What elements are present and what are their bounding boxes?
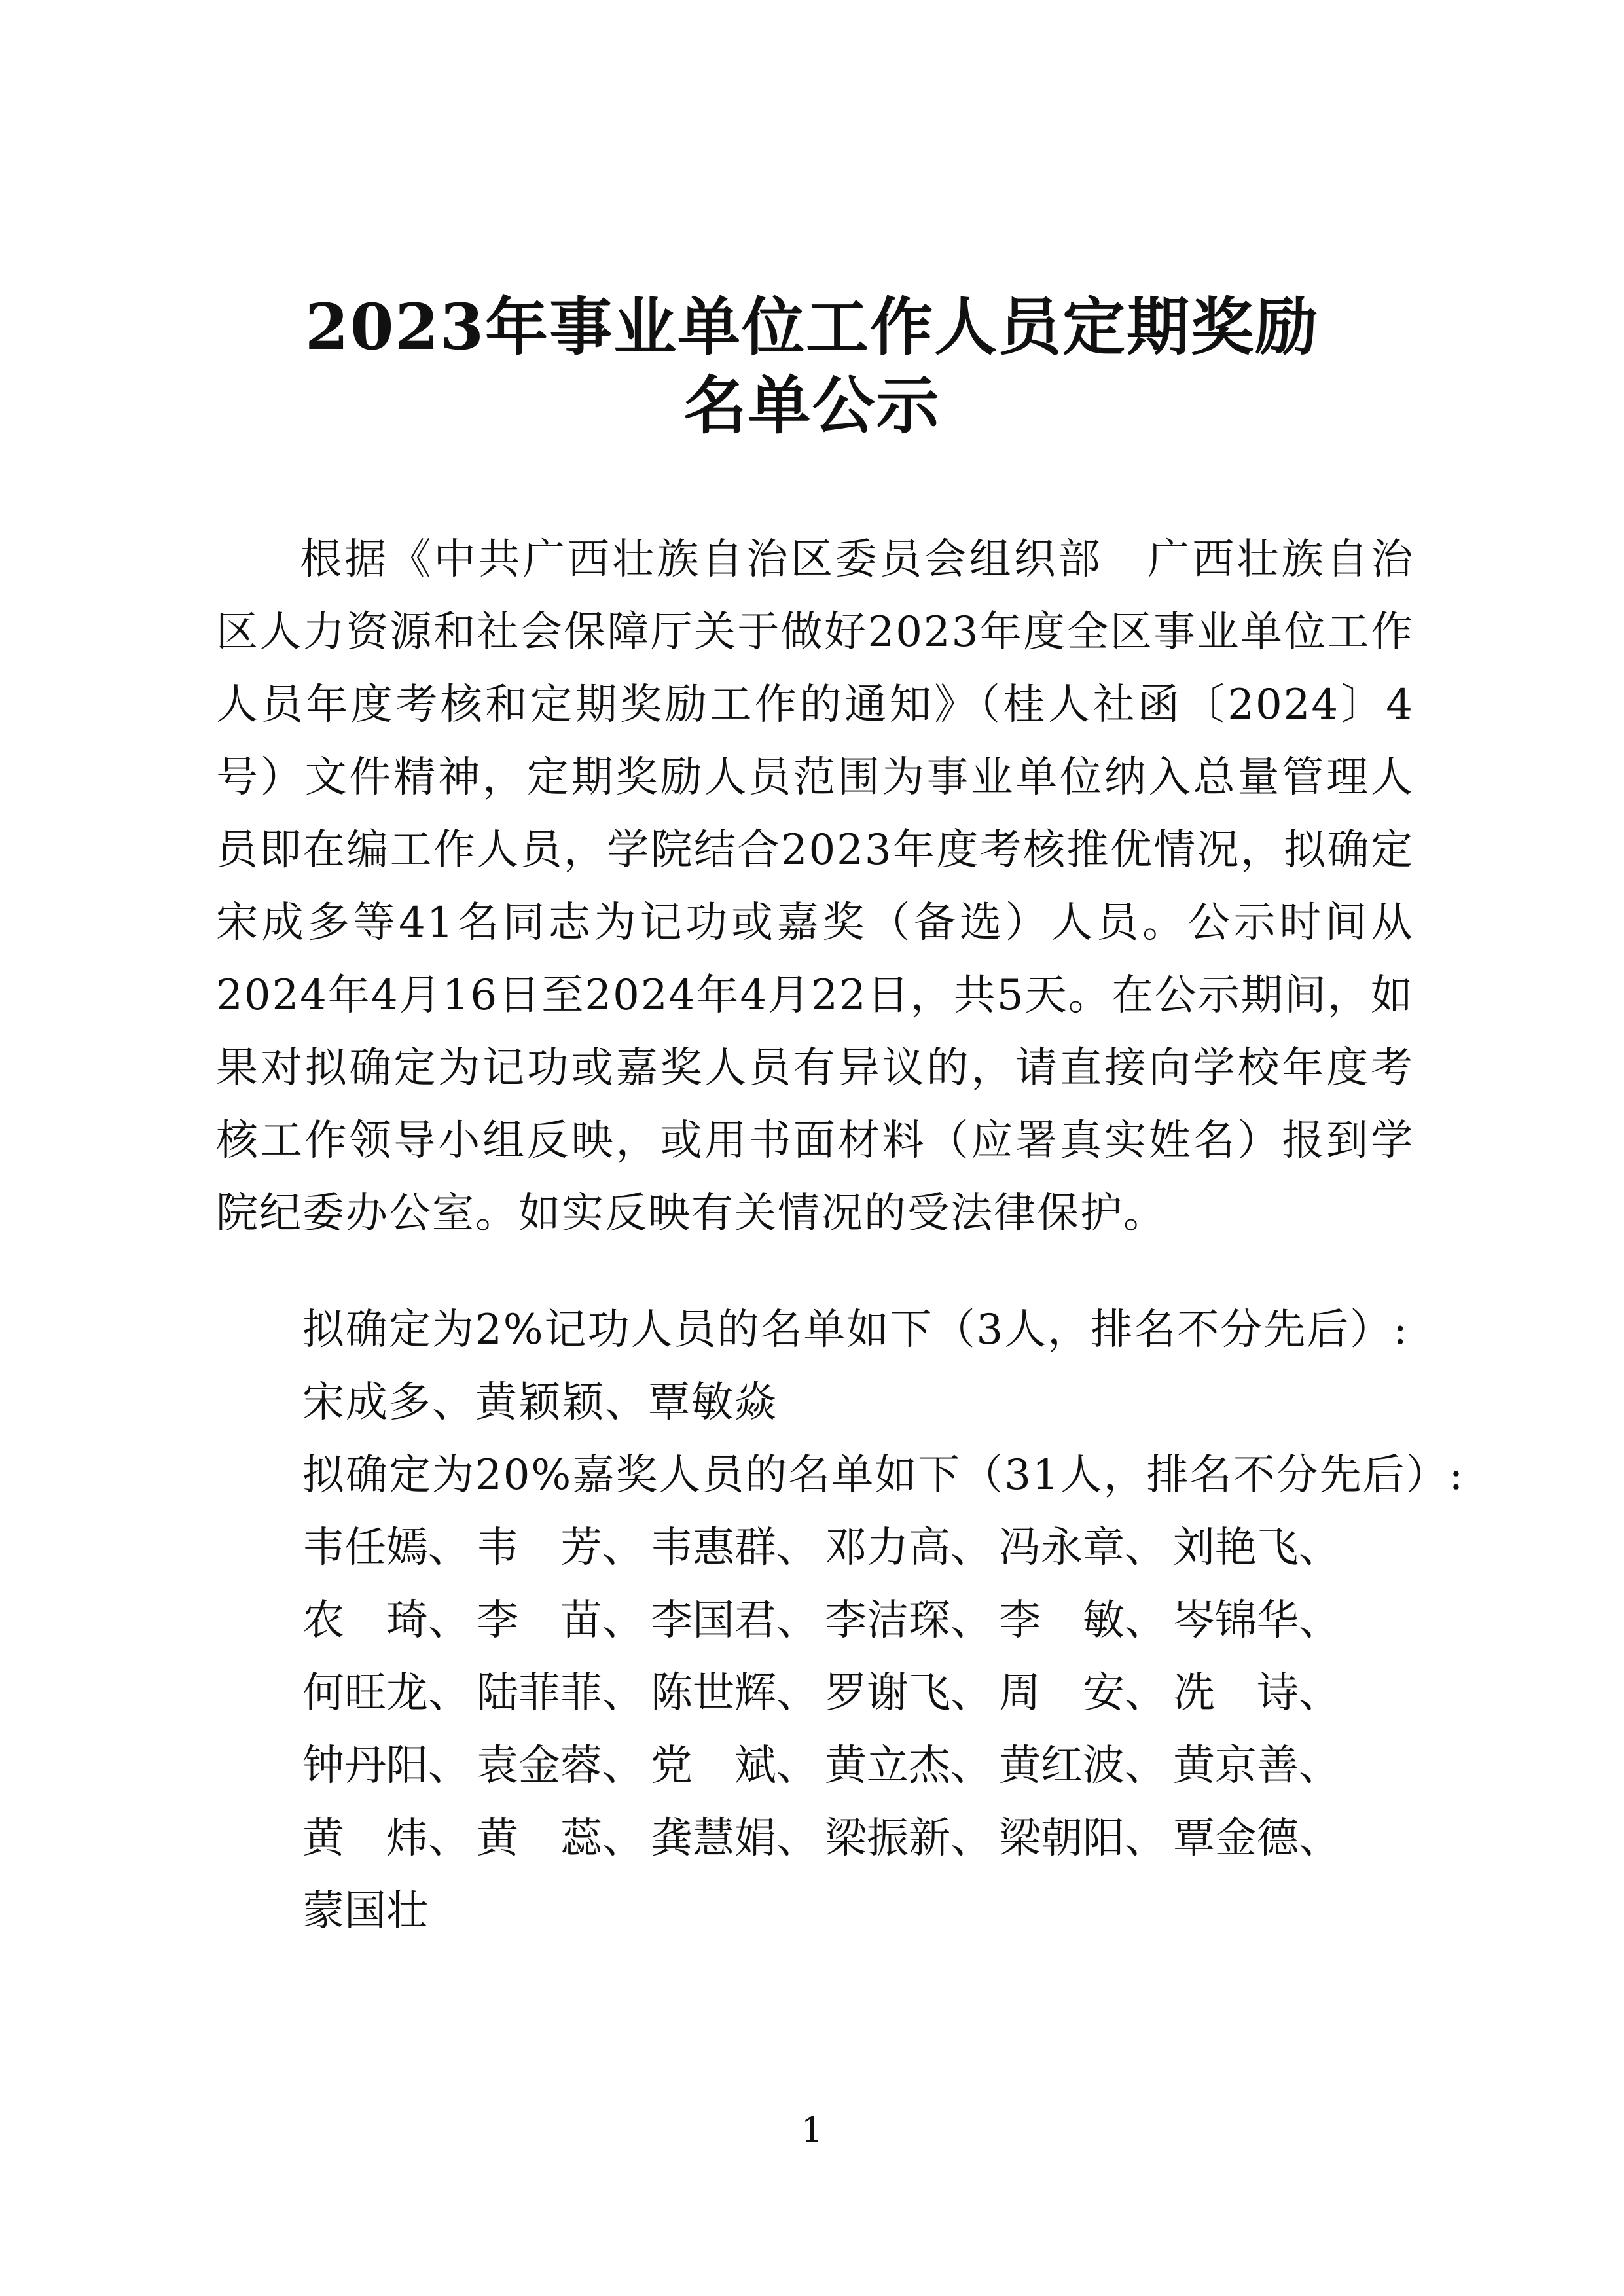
commend-name: 钟丹阳、: [302, 1742, 470, 1790]
page-number: 1: [801, 2111, 823, 2150]
commend-name: 黄 炜、: [302, 1814, 470, 1863]
commend-name: 党 斌、: [651, 1742, 818, 1790]
commend-name: 龚慧娟、: [651, 1814, 818, 1863]
commend-name: 蒙国壮: [302, 1887, 428, 1935]
commend-name: 农 琦、: [302, 1596, 470, 1645]
commend-name: 黄立杰、: [825, 1742, 992, 1790]
commend-name: 梁朝阳、: [999, 1814, 1166, 1863]
commend-list-heading: 拟确定为20%嘉奖人员的名单如下（31人，排名不分先后）:: [302, 1451, 1465, 1499]
commend-name: 李 敏、: [999, 1596, 1166, 1645]
commend-name-row: [302, 1585, 1347, 1657]
commend-name: 岑锦华、: [1173, 1596, 1341, 1645]
commend-name-row: [302, 1657, 1347, 1730]
commend-name: 韦任嫣、: [302, 1524, 470, 1572]
commend-name: 邓力高、: [825, 1524, 992, 1572]
commend-name: 周 安、: [999, 1669, 1166, 1717]
commend-name: 何旺龙、: [302, 1669, 470, 1717]
commend-name: 覃金德、: [1173, 1814, 1341, 1863]
commend-name: 冯永章、: [999, 1524, 1166, 1572]
commend-name-row: [302, 1512, 1347, 1585]
commend-name: 陈世辉、: [651, 1669, 818, 1717]
commend-name: 李 苗、: [477, 1596, 644, 1645]
commend-name: 黄 蕊、: [477, 1814, 644, 1863]
commend-name-row: [302, 1803, 1347, 1875]
merit-names: 宋成多、黄颖颖、覃敏焱: [302, 1378, 778, 1427]
commend-name-row: [302, 1875, 477, 1948]
document-body: [216, 524, 1414, 1250]
commend-name: 刘艳飞、: [1173, 1524, 1341, 1572]
document-title-line-2: 名单公示: [683, 368, 941, 442]
document-title-line-1: 2023年事业单位工作人员定期奖励: [304, 290, 1320, 364]
commend-name: 冼 诗、: [1173, 1669, 1341, 1717]
commend-name: 罗谢飞、: [825, 1669, 992, 1717]
commend-name: 梁振新、: [825, 1814, 992, 1863]
commend-name: 韦 芳、: [477, 1524, 644, 1572]
commend-name: 李国君、: [651, 1596, 818, 1645]
commend-name: 黄红波、: [999, 1742, 1166, 1790]
merit-list-heading: 拟确定为2%记功人员的名单如下（3人，排名不分先后）:: [302, 1306, 1409, 1354]
commend-name: 李洁琛、: [825, 1596, 992, 1645]
commend-name: 黄京善、: [1173, 1742, 1341, 1790]
commend-name-row: [302, 1730, 1347, 1803]
commend-name: 袁金蓉、: [477, 1742, 644, 1790]
intro-paragraph: 根据《中共广西壮族自治区委员会组织部 广西壮族自治区人力资源和社会保障厅关于做好2023年度全区事业单位工作人员年度考核和定期奖励工作的通知》（桂人社函〔2024〕4号）文件精神，定期奖励人员范围为事业单位纳入总量管理人员即在编工作人员，学院结合2023年度考核推优情况，拟确定宋成多等41名同志为记功或嘉奖（备选）人员。公示时间从2024年4月16日至2024年4月22日，共5天。在公示期间，如果对拟确定为记功或嘉奖人员有异议的，请直接向学校年度考核工作领导小组反映，或用书面材料（应署真实姓名）报到学院纪委办公室。如实反映有关情况的受法律保护。: [216, 535, 1414, 1238]
commend-name: 陆菲菲、: [477, 1669, 644, 1717]
commend-name: 韦惠群、: [651, 1524, 818, 1572]
